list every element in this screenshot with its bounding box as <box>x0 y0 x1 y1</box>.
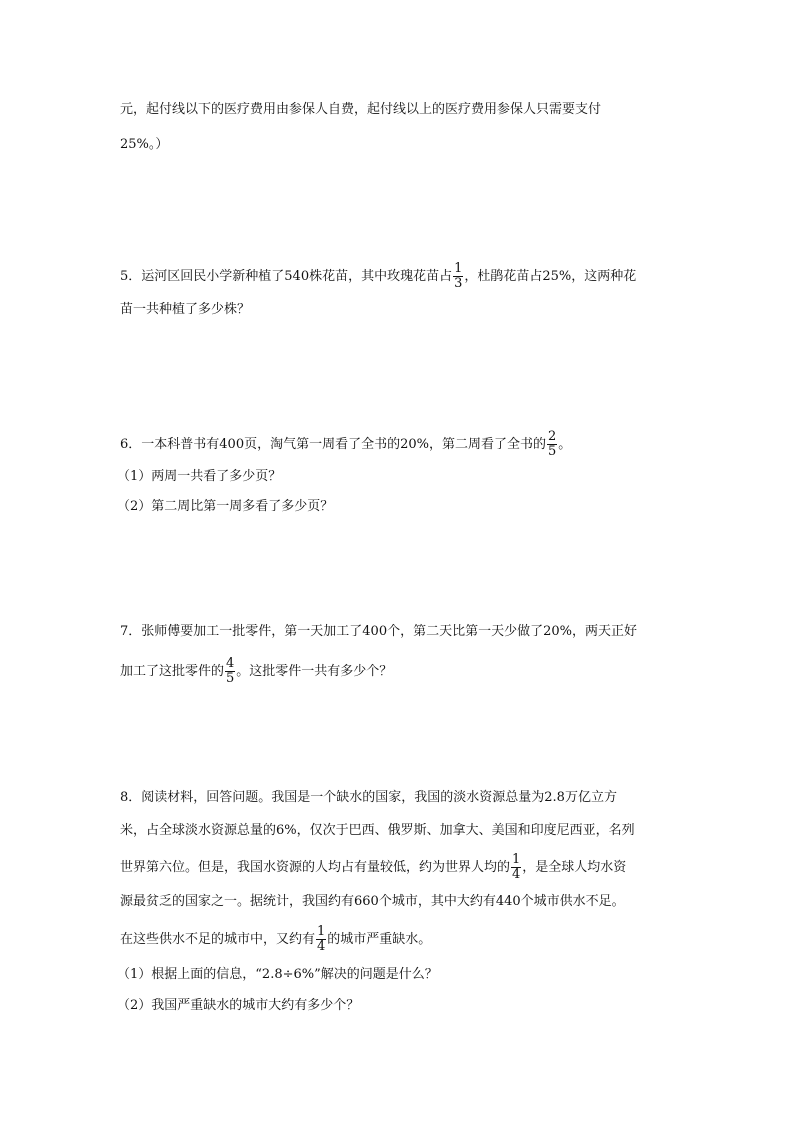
q6-text-b: 。 <box>558 437 572 452</box>
q8-fraction-1 <box>511 853 521 882</box>
q5-text-a: 5．运河区回民小学新种植了540株花苗，其中玫瑰花苗占 <box>120 269 453 284</box>
q6-frac-num: 2 <box>547 429 557 444</box>
q7-text-b: 。这批零件一共有多少个？ <box>236 664 393 679</box>
q6-text-a: 6．一本科普书有400页，淘气第一周看了全书的20%，第二周看了全书的 <box>120 437 546 452</box>
q4-text-line1: 元，起付线以下的医疗费用由参保人自费，起付线以上的医疗费用参保人只需要支付 <box>120 102 602 117</box>
q5-frac-den: 3 <box>454 276 463 291</box>
q5-fraction <box>453 262 463 291</box>
q8-frac2-num: 1 <box>317 924 326 939</box>
q7-line2 <box>120 657 392 686</box>
q8-line4: 源最贫乏的国家之一。据统计，我国约有660个城市，其中大约有440个城市供水不足。 <box>120 894 625 909</box>
q8-text-5b: 的城市严重缺水。 <box>327 932 432 947</box>
q8-line3 <box>120 853 626 882</box>
q5-text-b: ，杜鹃花苗占25%，这两种花 <box>464 269 637 284</box>
q8-sub1: （1）根据上面的信息，“2.8÷6%”解决的问题是什么？ <box>117 967 438 982</box>
q7-text-a: 加工了这批零件的 <box>120 664 225 679</box>
q8-line2: 米，占全球淡水资源总量的6%，仅次于巴西、俄罗斯、加拿大、美国和印度尼西亚，名列 <box>120 823 635 838</box>
q8-line1: 8．阅读材料，回答问题。我国是一个缺水的国家，我国的淡水资源总量为2.8万亿立方 <box>120 790 617 805</box>
q8-fraction-2 <box>316 925 326 954</box>
q5-line1 <box>120 262 636 291</box>
q7-fraction <box>225 657 235 686</box>
q6-line1 <box>120 430 571 459</box>
q8-text-5a: 在这些供水不足的城市中，又约有 <box>120 932 316 947</box>
q4-text-line2: 25%。） <box>120 137 169 152</box>
q6-sub2: （2）第二周比第一周多看了多少页？ <box>117 499 334 514</box>
q8-text-3b: ，是全球人均水资 <box>522 860 627 875</box>
q6-fraction <box>547 430 557 459</box>
q7-frac-num: 4 <box>226 656 235 671</box>
q8-sub2: （2）我国严重缺水的城市大约有多少个？ <box>117 998 360 1013</box>
q6-frac-den: 5 <box>547 444 557 459</box>
q8-frac1-den: 4 <box>512 867 521 882</box>
q8-text-3a: 世界第六位。但是，我国水资源的人均占有量较低，约为世界人均的 <box>120 860 511 875</box>
q8-frac2-den: 4 <box>317 939 326 954</box>
q5-frac-num: 1 <box>454 261 463 276</box>
q7-line1: 7．张师傅要加工一批零件，第一天加工了400个，第二天比第一天少做了20%，两天正好 <box>120 624 637 639</box>
q5-line2: 苗一共种植了多少株？ <box>120 302 251 317</box>
q7-frac-den: 5 <box>226 671 235 686</box>
q6-sub1: （1）两周一共看了多少页？ <box>117 469 282 484</box>
q8-line5 <box>120 925 431 954</box>
q8-frac1-num: 1 <box>512 852 521 867</box>
